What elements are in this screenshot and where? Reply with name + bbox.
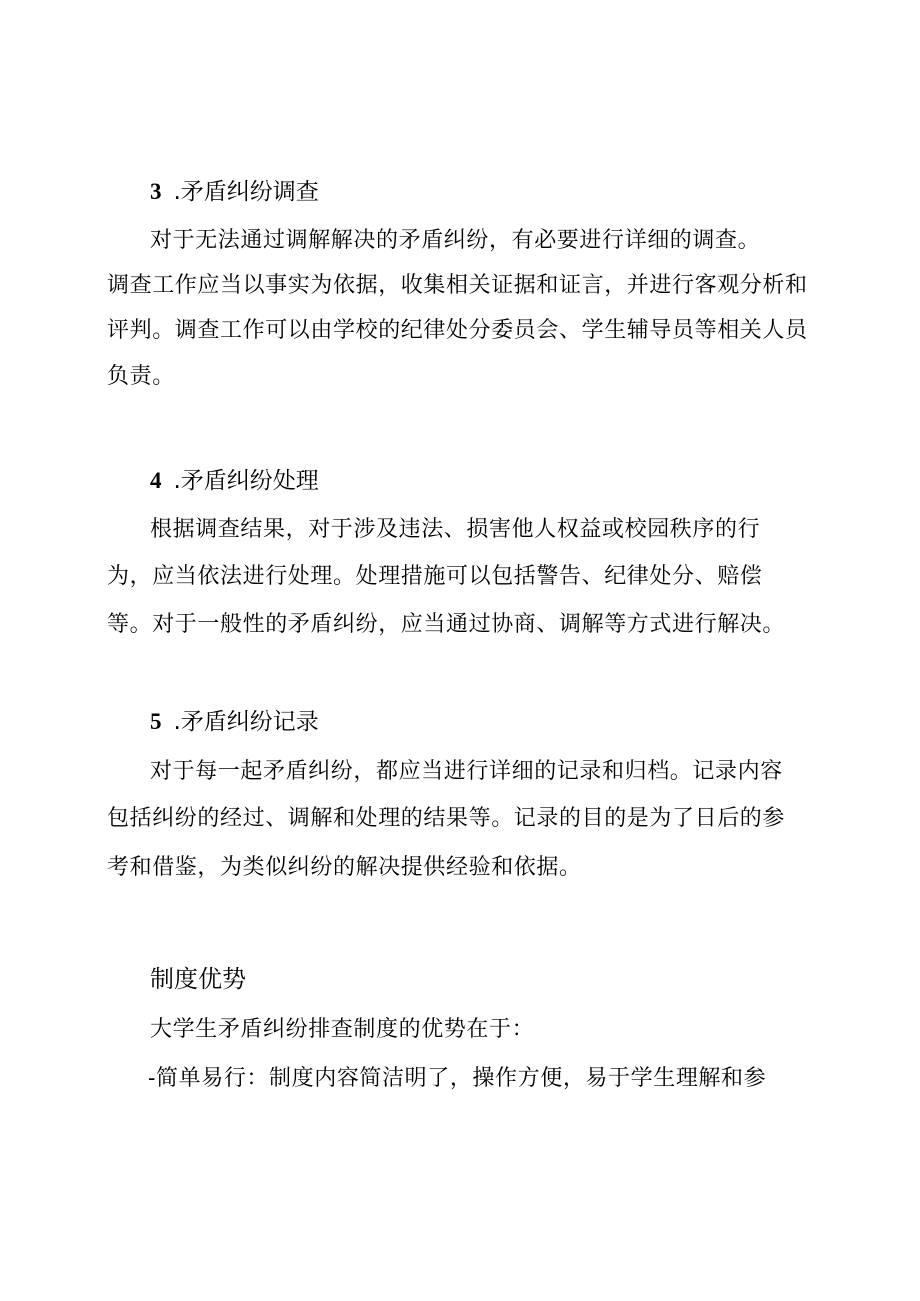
advantages-item: -简单易行：制度内容简洁明了，操作方便，易于学生理解和参 xyxy=(148,1066,767,1091)
section-number: 3 xyxy=(150,179,162,204)
paragraph-line: 对于每一起矛盾纠纷，都应当进行详细的记录和归档。记录内容 xyxy=(150,759,783,784)
section-number: 4 xyxy=(150,468,162,493)
section-4-heading xyxy=(150,467,319,495)
paragraph-line: 负责。 xyxy=(107,364,175,389)
advantages-intro: 大学生矛盾纠纷排查制度的优势在于： xyxy=(150,1017,535,1042)
section-number: 5 xyxy=(150,709,162,734)
paragraph-line: 包括纠纷的经过、调解和处理的结果等。记录的目的是为了日后的参 xyxy=(107,806,786,831)
section-title: .矛盾纠纷处理 xyxy=(173,468,319,494)
paragraph-line: 为，应当依法进行处理。处理措施可以包括警告、纪律处分、赔偿 xyxy=(107,564,763,589)
section-3-heading xyxy=(150,178,319,206)
advantages-heading: 制度优势 xyxy=(150,965,246,993)
paragraph-line: 调查工作应当以事实为依据，收集相关证据和证言，并进行客观分析和 xyxy=(107,273,808,298)
section-title: .矛盾纠纷记录 xyxy=(173,709,319,735)
paragraph-line: 评判。调查工作可以由学校的纪律处分委员会、学生辅导员等相关人员 xyxy=(107,318,808,343)
paragraph-line: 考和借鉴，为类似纠纷的解决提供经验和依据。 xyxy=(107,855,582,880)
paragraph-line: 对于无法通过调解解决的矛盾纠纷，有必要进行详细的调查。 xyxy=(150,228,761,253)
paragraph-line: 根据调查结果，对于涉及违法、损害他人权益或校园秩序的行 xyxy=(150,517,761,542)
paragraph-line: 等。对于一般性的矛盾纠纷，应当通过协商、调解等方式进行解决。 xyxy=(107,612,786,637)
section-title: .矛盾纠纷调查 xyxy=(173,179,319,205)
section-5-heading xyxy=(150,708,319,736)
